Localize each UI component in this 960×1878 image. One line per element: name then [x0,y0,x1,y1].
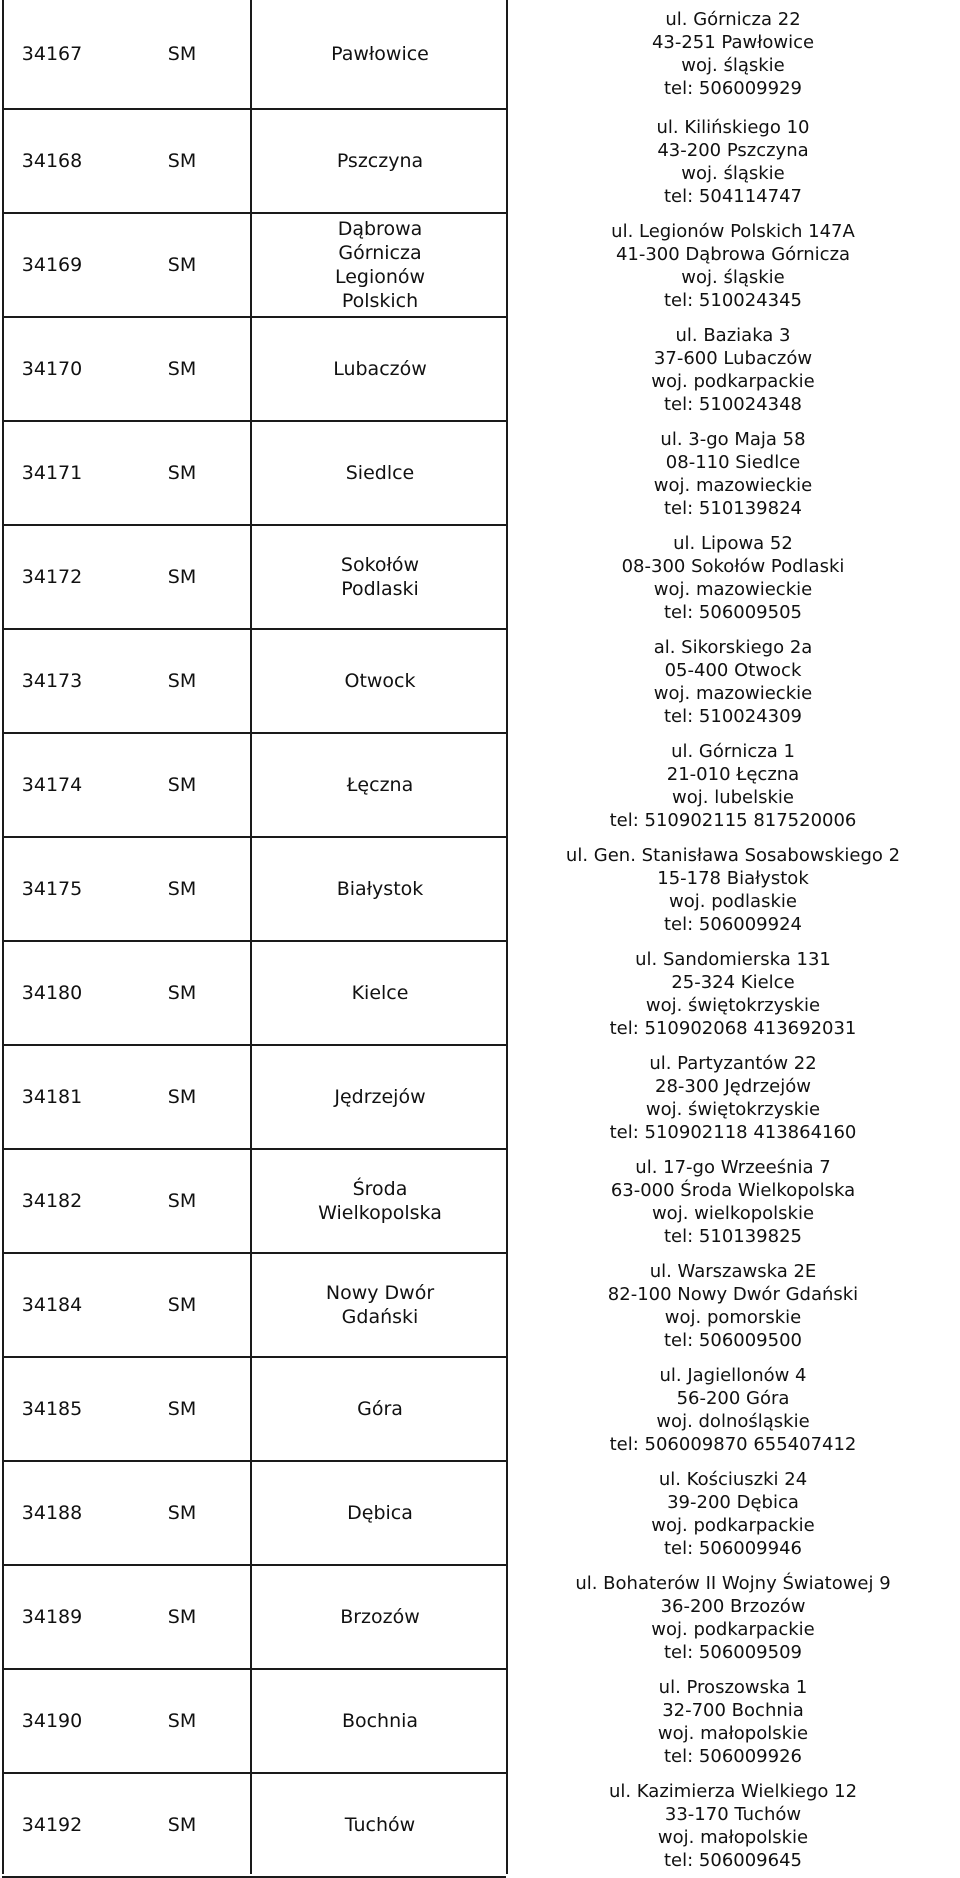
store-city: Otwock [344,670,416,692]
address-tel: tel: 510902068 413692031 [609,1018,857,1039]
store-city: Białystok [336,878,424,900]
store-type: SM [167,150,197,172]
store-id: 34192 [21,1814,83,1836]
store-city-cell [254,1670,506,1772]
store-city: Sokołów Podlaski [340,554,420,600]
store-city: Jędrzejów [334,1086,426,1108]
address-voivodeship: woj. podkarpackie [651,1515,815,1536]
table-row [2,214,506,318]
store-city: Góra [357,1398,403,1420]
store-type: SM [167,1710,197,1732]
store-address [506,116,960,208]
table-row [2,318,506,422]
address-street: ul. 3-go Maja 58 [660,429,806,450]
address-street: ul. Legionów Polskich 147A [611,221,855,242]
table-row [2,0,506,110]
store-address [506,636,960,728]
store-address [506,428,960,520]
table-row [2,110,506,214]
address-voivodeship: woj. śląskie [681,267,785,288]
store-city: Brzozów [340,1606,420,1628]
store-type: SM [167,254,197,276]
store-id: 34185 [21,1398,83,1420]
address-tel: tel: 506009500 [664,1330,802,1351]
address-street: ul. 17-go Wrzeeśnia 7 [635,1157,831,1178]
store-id: 34184 [21,1294,83,1316]
store-address [506,948,960,1040]
store-city-cell [254,318,506,420]
address-voivodeship: woj. pomorskie [664,1307,802,1328]
store-address [506,1156,960,1248]
store-id: 34180 [21,982,83,1004]
store-id: 34173 [21,670,83,692]
address-postal: 25-324 Kielce [671,972,795,993]
address-voivodeship: woj. świętokrzyskie [645,995,821,1016]
address-postal: 21-010 Łęczna [666,764,800,785]
address-tel: tel: 506009870 655407412 [609,1434,857,1455]
address-voivodeship: woj. podlaskie [669,891,797,912]
address-postal: 43-200 Pszczyna [657,140,809,161]
store-address [506,1364,960,1456]
table-row [2,1254,506,1358]
store-type: SM [167,1502,197,1524]
address-postal: 32-700 Bochnia [662,1700,804,1721]
store-address [506,532,960,624]
store-type: SM [167,670,197,692]
address-voivodeship: woj. lubelskie [672,787,794,808]
store-id: 34167 [21,43,83,65]
address-street: ul. Kazimierza Wielkiego 12 [608,1781,858,1802]
store-city: Lubaczów [333,358,427,380]
store-type: SM [167,1814,197,1836]
store-type: SM [167,1398,197,1420]
store-city-cell [254,214,506,316]
address-tel: tel: 506009645 [664,1850,802,1871]
address-street: ul. Górnicza 22 [665,9,801,30]
store-city: Pawłowice [331,43,429,65]
address-voivodeship: woj. mazowieckie [653,683,813,704]
store-city-cell [254,1150,506,1252]
store-type: SM [167,462,197,484]
store-address [506,1260,960,1352]
table-row [2,1150,506,1254]
address-voivodeship: woj. małopolskie [657,1723,809,1744]
address-tel: tel: 506009509 [664,1642,802,1663]
address-tel: tel: 506009924 [664,914,802,935]
address-postal: 43-251 Pawłowice [651,32,815,53]
address-street: ul. Jagiellonów 4 [659,1365,807,1386]
store-type: SM [167,566,197,588]
address-street: al. Sikorskiego 2a [653,637,813,658]
address-postal: 39-200 Dębica [667,1492,799,1513]
store-address [506,1676,960,1768]
store-address [506,740,960,832]
store-city-cell [254,422,506,524]
store-city-cell [254,1254,506,1356]
store-type: SM [167,982,197,1004]
store-city-cell [254,838,506,940]
address-street: ul. Kościuszki 24 [658,1469,808,1490]
store-id: 34172 [21,566,83,588]
store-type: SM [167,1086,197,1108]
table-row [2,1462,506,1566]
store-city-cell [254,942,506,1044]
address-postal: 33-170 Tuchów [664,1804,802,1825]
table-row [2,734,506,838]
address-street: ul. Gen. Stanisława Sosabowskiego 2 [565,845,901,866]
store-id: 34189 [21,1606,83,1628]
address-tel: tel: 510024309 [664,706,802,727]
address-postal: 08-300 Sokołów Podlaski [621,556,845,577]
address-voivodeship: woj. śląskie [681,55,785,76]
address-tel: tel: 506009929 [664,78,802,99]
table-row [2,838,506,942]
store-city: Dąbrowa Górnicza Legionów Polskich [334,218,426,312]
address-postal: 63-000 Środa Wielkopolska [610,1180,856,1201]
address-voivodeship: woj. podkarpackie [651,371,815,392]
address-postal: 36-200 Brzozów [660,1596,806,1617]
address-street: ul. Baziaka 3 [675,325,791,346]
store-city: Środa Wielkopolska [318,1178,442,1224]
store-address [506,220,960,312]
store-city: Tuchów [344,1814,416,1836]
address-tel: tel: 510139825 [664,1226,802,1247]
address-tel: tel: 510902115 817520006 [609,810,857,831]
store-id: 34171 [21,462,83,484]
store-id: 34170 [21,358,83,380]
store-address [506,1572,960,1664]
store-city: Dębica [347,1502,413,1524]
store-type: SM [167,774,197,796]
address-tel: tel: 506009505 [664,602,802,623]
table-row [2,1046,506,1150]
store-city-cell [254,1774,506,1876]
store-type: SM [167,43,197,65]
store-city-cell [254,734,506,836]
address-voivodeship: woj. świętokrzyskie [645,1099,821,1120]
address-voivodeship: woj. małopolskie [657,1827,809,1848]
address-tel: tel: 504114747 [664,186,802,207]
address-street: ul. Górnicza 1 [671,741,795,762]
store-id: 34181 [21,1086,83,1108]
address-street: ul. Bohaterów II Wojny Światowej 9 [575,1573,891,1594]
address-postal: 28-300 Jędrzejów [655,1076,811,1097]
store-city-cell [254,1046,506,1148]
store-id: 34188 [21,1502,83,1524]
table-row [2,1358,506,1462]
address-voivodeship: woj. śląskie [681,163,785,184]
address-voivodeship: woj. mazowieckie [653,579,813,600]
address-postal: 56-200 Góra [676,1388,790,1409]
store-address [506,1052,960,1144]
address-voivodeship: woj. mazowieckie [653,475,813,496]
store-city: Bochnia [341,1710,419,1732]
address-postal: 82-100 Nowy Dwór Gdański [607,1284,859,1305]
store-address [506,8,960,100]
store-city-cell [254,1358,506,1460]
address-postal: 08-110 Siedlce [665,452,801,473]
store-id: 34174 [21,774,83,796]
store-id: 34190 [21,1710,83,1732]
store-city: Pszczyna [336,150,424,172]
store-city-cell [254,630,506,732]
address-tel: tel: 506009926 [664,1746,802,1767]
address-street: ul. Kilińskiego 10 [656,117,810,138]
table-row [2,1774,506,1878]
store-address [506,324,960,416]
address-voivodeship: woj. wielkopolskie [651,1203,815,1224]
address-tel: tel: 506009946 [664,1538,802,1559]
table-row [2,1566,506,1670]
store-city-cell [254,1462,506,1564]
store-address [506,1468,960,1560]
table-row [2,526,506,630]
address-postal: 41-300 Dąbrowa Górnicza [615,244,851,265]
store-city: Łęczna [346,774,414,796]
store-city: Nowy Dwór Gdański [325,1282,435,1328]
stores-table [2,0,506,1878]
table-row [2,1670,506,1774]
address-tel: tel: 510902118 413864160 [609,1122,857,1143]
address-postal: 15-178 Białystok [657,868,809,889]
store-city: Siedlce [345,462,415,484]
store-id: 34169 [21,254,83,276]
address-tel: tel: 510139824 [664,498,802,519]
table-row [2,630,506,734]
store-type: SM [167,358,197,380]
store-address [506,1780,960,1872]
address-street: ul. Warszawska 2E [649,1261,817,1282]
address-voivodeship: woj. podkarpackie [651,1619,815,1640]
address-postal: 05-400 Otwock [664,660,802,681]
address-voivodeship: woj. dolnośląskie [656,1411,810,1432]
table-row [2,422,506,526]
address-street: ul. Sandomierska 131 [635,949,831,970]
store-address [506,844,960,936]
store-city-cell [254,0,506,108]
store-type: SM [167,1606,197,1628]
address-street: ul. Proszowska 1 [658,1677,808,1698]
address-street: ul. Partyzantów 22 [649,1053,817,1074]
store-city: Kielce [351,982,409,1004]
store-id: 34175 [21,878,83,900]
store-type: SM [167,878,197,900]
store-id: 34168 [21,150,83,172]
store-city-cell [254,1566,506,1668]
address-tel: tel: 510024348 [664,394,802,415]
address-postal: 37-600 Lubaczów [653,348,813,369]
table-row [2,942,506,1046]
store-type: SM [167,1294,197,1316]
store-city-cell [254,526,506,628]
address-street: ul. Lipowa 52 [673,533,793,554]
address-tel: tel: 510024345 [664,290,802,311]
store-type: SM [167,1190,197,1212]
store-city-cell [254,110,506,212]
store-id: 34182 [21,1190,83,1212]
